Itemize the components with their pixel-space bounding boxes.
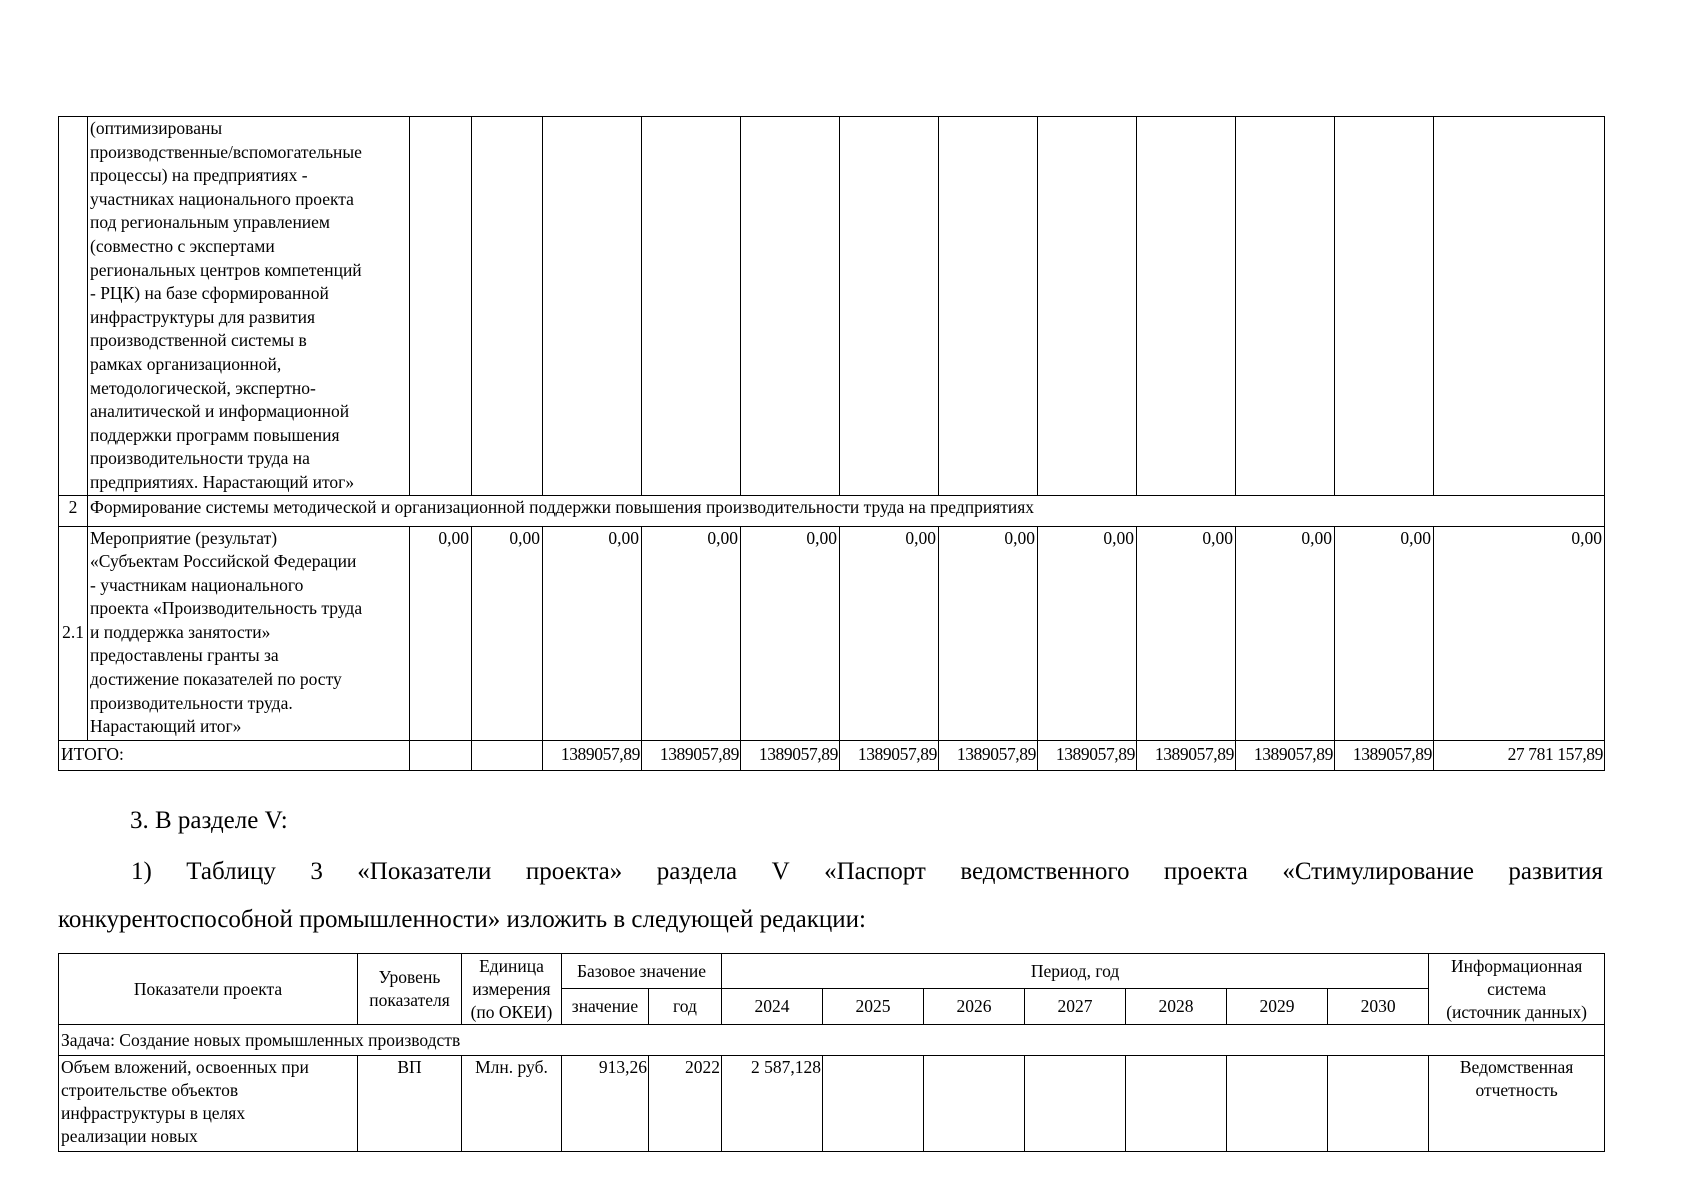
indicator-line: строительстве объектов xyxy=(61,1080,239,1100)
info-line: отчетность xyxy=(1475,1080,1558,1100)
value-cell xyxy=(939,117,1038,496)
paragraph-word: проекта» xyxy=(525,858,623,885)
description-line: участниках национального проекта xyxy=(90,188,354,209)
description-line: поддержки программ повышения xyxy=(90,424,340,445)
paragraph-word: 1) xyxy=(131,858,152,885)
value-cell xyxy=(1038,117,1137,496)
value-cell: 0,00 xyxy=(1137,526,1236,740)
total-value: 1389057,89 xyxy=(1335,740,1434,770)
value-cell xyxy=(840,117,939,496)
year-value-cell xyxy=(1025,1056,1126,1152)
paragraph-word: раздела xyxy=(656,858,738,885)
year-value-cell xyxy=(823,1056,924,1152)
total-value: 1389057,89 xyxy=(939,740,1038,770)
task-row xyxy=(59,1025,1605,1056)
section-heading: 3. В разделе V: xyxy=(130,807,288,834)
budget-table xyxy=(58,116,1605,771)
description-line: (совместно с экспертами xyxy=(90,235,275,256)
header-period: Период, год xyxy=(722,954,1429,989)
value-cell xyxy=(1434,117,1605,496)
description-line: региональных центров компетенций xyxy=(90,259,362,280)
value-cell xyxy=(410,117,472,496)
task-title: Задача: Создание новых промышленных производств xyxy=(59,1025,1605,1056)
description-line: - РЦК) на базе сформированной xyxy=(90,283,329,304)
description-line: производственные/вспомогательные xyxy=(90,141,362,162)
description-line: производительности труда на xyxy=(90,448,310,469)
year-value-cell xyxy=(924,1056,1025,1152)
level-cell: ВП xyxy=(358,1056,462,1152)
year-value-cell xyxy=(1227,1056,1328,1152)
section-row xyxy=(59,495,1605,526)
description-line: и поддержка занятости» xyxy=(90,621,271,642)
section-index: 2 xyxy=(59,495,88,526)
value-cell: 0,00 xyxy=(543,526,642,740)
value-cell xyxy=(741,117,840,496)
total-value: 1389057,89 xyxy=(840,740,939,770)
description-line: под региональным управлением xyxy=(90,212,331,233)
value-cell xyxy=(472,117,543,496)
year-value-cell xyxy=(1328,1056,1429,1152)
header-info-system xyxy=(1429,954,1605,1025)
description-line: аналитической и информационной xyxy=(90,401,350,422)
total-label: ИТОГО: xyxy=(59,740,410,770)
paragraph-word: V xyxy=(771,858,790,885)
header-indicator: Показатели проекта xyxy=(59,954,358,1025)
total-value: 1389057,89 xyxy=(741,740,840,770)
value-cell: 0,00 xyxy=(840,526,939,740)
value-cell xyxy=(1335,117,1434,496)
description-cell xyxy=(88,526,410,740)
base-value-cell: 913,26 xyxy=(562,1056,649,1152)
header-line: Информационная xyxy=(1450,955,1583,976)
header-year: 2024 xyxy=(722,989,823,1025)
value-cell xyxy=(1137,117,1236,496)
year-value-cell: 2 587,128 xyxy=(722,1056,823,1152)
value-cell: 0,00 xyxy=(1335,526,1434,740)
indicator-line: инфраструктуры в целях xyxy=(61,1103,246,1123)
value-cell: 0,00 xyxy=(1038,526,1137,740)
value-cell xyxy=(1236,117,1335,496)
header-unit xyxy=(462,954,562,1025)
header-year: 2030 xyxy=(1328,989,1429,1025)
total-value xyxy=(472,740,543,770)
value-cell: 0,00 xyxy=(741,526,840,740)
header-year: 2029 xyxy=(1227,989,1328,1025)
header-base: Базовое значение xyxy=(562,954,722,989)
item-paragraph-line xyxy=(131,857,1603,887)
section-title: Формирование системы методической и организационной поддержки повышения производительности труда на предприятиях xyxy=(88,495,1605,526)
header-line: (по ОКЕИ) xyxy=(470,1001,553,1022)
header-base-value: значение xyxy=(562,989,649,1025)
paragraph-word: 3 xyxy=(310,858,323,885)
value-cell: 0,00 xyxy=(1434,526,1605,740)
paragraph-word: развития xyxy=(1508,858,1603,885)
item-index: 2.1 xyxy=(59,526,88,740)
header-base-year: год xyxy=(649,989,722,1025)
total-value: 1389057,89 xyxy=(1038,740,1137,770)
description-line: «Субъектам Российской Федерации xyxy=(90,551,357,572)
header-year: 2026 xyxy=(924,989,1025,1025)
total-row xyxy=(59,740,1605,770)
description-line: рамках организационной, xyxy=(90,353,282,374)
description-line: предприятиях. Нарастающий итог» xyxy=(90,471,355,492)
header-year: 2025 xyxy=(823,989,924,1025)
info-line: Ведомственная xyxy=(1459,1057,1574,1077)
description-line: инфраструктуры для развития xyxy=(90,306,315,327)
paragraph-word: «Стимулирование xyxy=(1282,858,1474,885)
description-line: методологической, экспертно- xyxy=(90,377,316,398)
description-line: - участникам национального xyxy=(90,574,304,595)
unit-cell: Млн. руб. xyxy=(462,1056,562,1152)
description-line: (оптимизированы xyxy=(90,118,223,138)
description-line: производительности труда. xyxy=(90,692,293,713)
description-line: процессы) на предприятиях - xyxy=(90,165,308,186)
description-cell xyxy=(88,117,410,496)
value-cell: 0,00 xyxy=(939,526,1038,740)
paragraph-word: Таблицу xyxy=(186,858,276,885)
header-year: 2027 xyxy=(1025,989,1126,1025)
info-system-cell xyxy=(1429,1056,1605,1152)
description-line: проекта «Производительность труда xyxy=(90,598,363,619)
table-row xyxy=(59,1056,1605,1152)
description-line: производственной системы в xyxy=(90,330,307,351)
index-cell xyxy=(59,117,88,496)
total-value: 1389057,89 xyxy=(642,740,741,770)
header-line: Единица xyxy=(479,955,544,976)
description-line: Нарастающий итог» xyxy=(90,716,242,737)
indicator-line: Объем вложений, освоенных при xyxy=(61,1057,309,1077)
paragraph-word: ведомственного xyxy=(960,858,1130,885)
base-year-cell: 2022 xyxy=(649,1056,722,1152)
indicator-line: реализации новых xyxy=(61,1126,198,1146)
total-value: 1389057,89 xyxy=(1236,740,1335,770)
indicators-table xyxy=(58,953,1605,1152)
value-cell xyxy=(642,117,741,496)
header-year: 2028 xyxy=(1126,989,1227,1025)
description-line: Мероприятие (результат) xyxy=(90,527,278,548)
header-row xyxy=(59,954,1605,989)
indicator-cell xyxy=(59,1056,358,1152)
paragraph-word: проекта xyxy=(1163,858,1248,885)
value-cell: 0,00 xyxy=(1236,526,1335,740)
item-paragraph-line: конкурентоспособной промышленности» изложить в следующей редакции: xyxy=(58,906,866,933)
description-line: достижение показателей по росту xyxy=(90,669,342,690)
header-level: Уровень показателя xyxy=(358,954,462,1025)
paragraph-word: «Показатели xyxy=(357,858,492,885)
value-cell: 0,00 xyxy=(472,526,543,740)
header-line: измерения xyxy=(472,978,551,999)
grand-total-value: 27 781 157,89 xyxy=(1434,740,1605,770)
table-row xyxy=(59,526,1605,740)
value-cell: 0,00 xyxy=(642,526,741,740)
header-line: система xyxy=(1487,978,1547,999)
total-value xyxy=(410,740,472,770)
total-value: 1389057,89 xyxy=(1137,740,1236,770)
value-cell xyxy=(543,117,642,496)
table-row xyxy=(59,117,1605,496)
paragraph-word: «Паспорт xyxy=(824,858,926,885)
value-cell: 0,00 xyxy=(410,526,472,740)
description-line: предоставлены гранты за xyxy=(90,645,279,666)
total-value: 1389057,89 xyxy=(543,740,642,770)
header-line: (источник данных) xyxy=(1446,1001,1588,1022)
year-value-cell xyxy=(1126,1056,1227,1152)
